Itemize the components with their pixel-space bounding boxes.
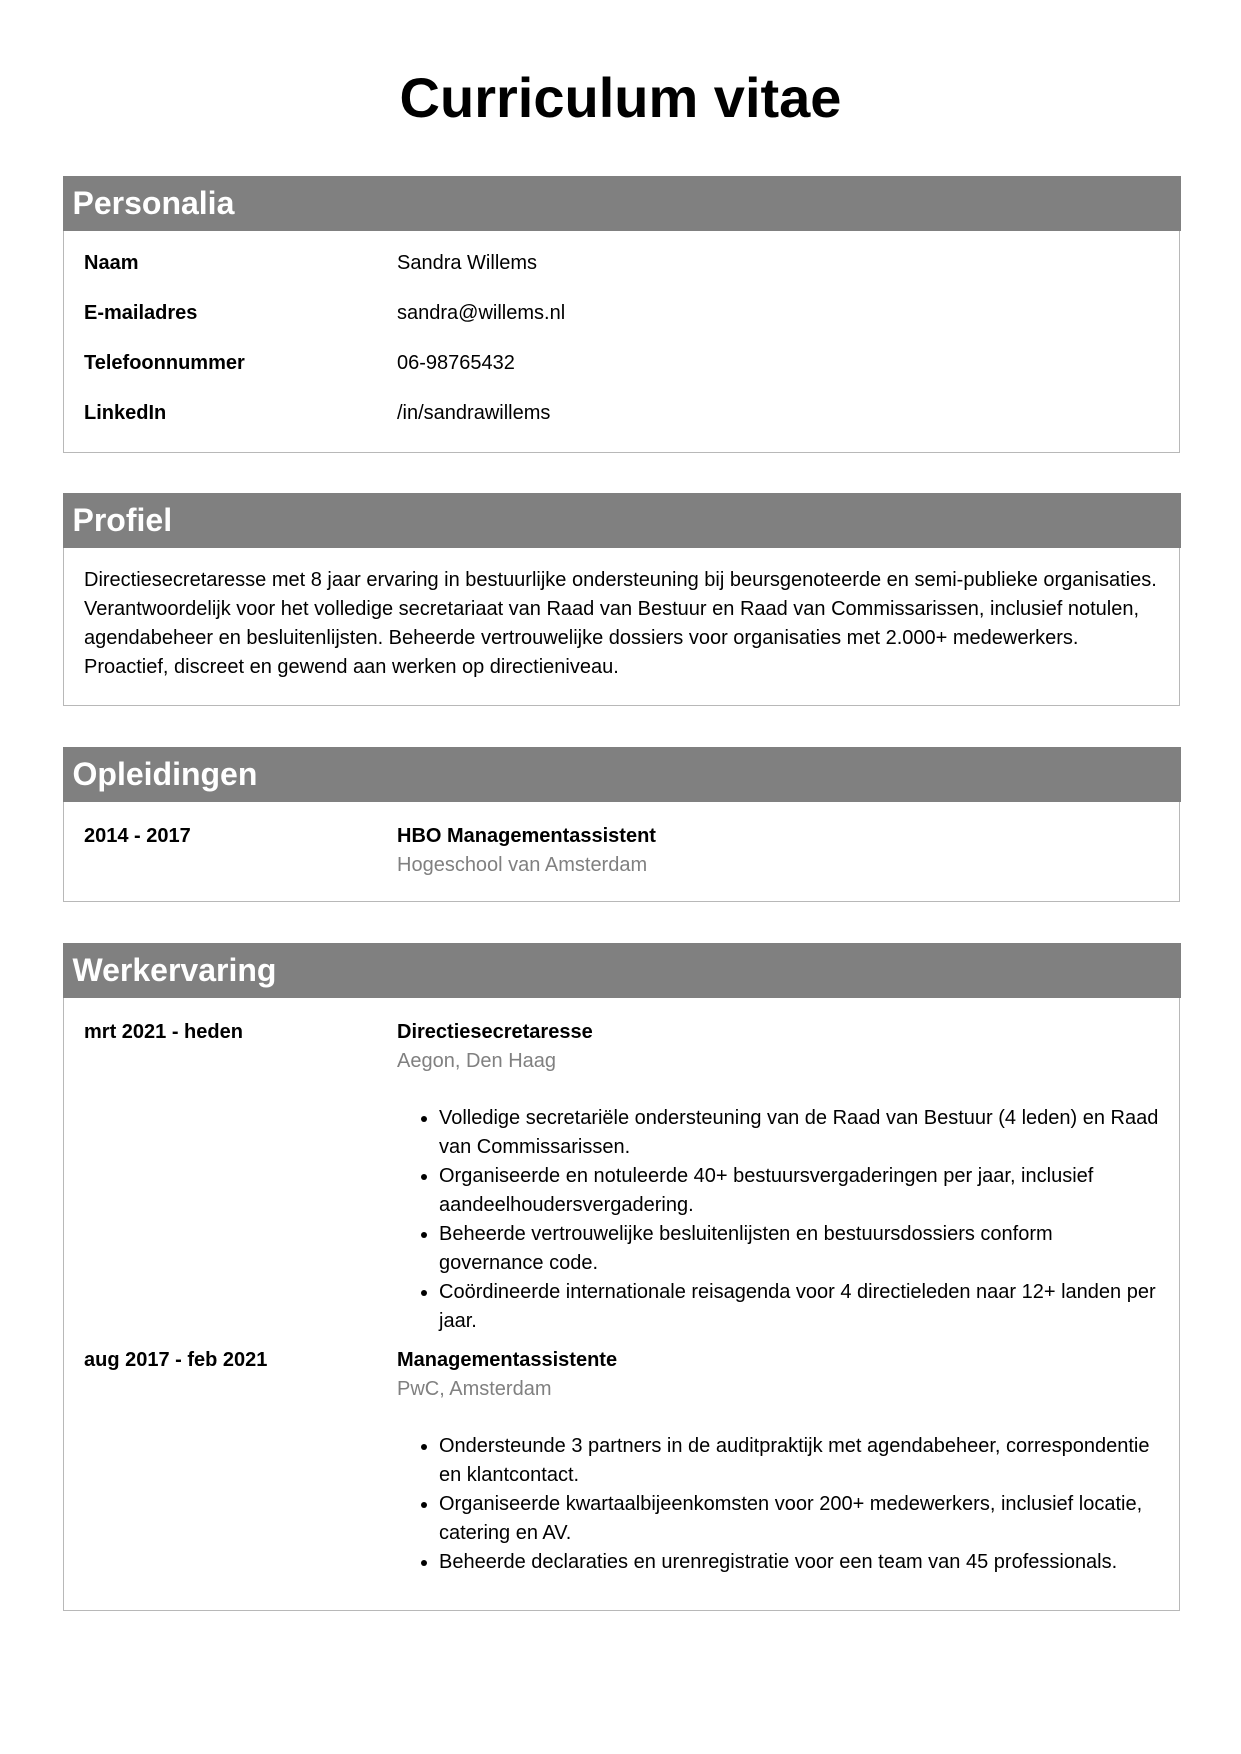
profiel-header: Profiel	[63, 493, 1181, 548]
werkervaring-section	[63, 943, 1180, 1611]
education-entry	[84, 822, 1159, 880]
job-bullets	[397, 1104, 1159, 1336]
personalia-row-linkedin	[84, 401, 1159, 451]
list-item: • Ondersteunde 3 partners in de auditpraktijk met agendabeheer, correspondentie en klantcontact.	[439, 1432, 1159, 1490]
opleidingen-header: Opleidingen	[63, 747, 1181, 802]
personalia-body	[64, 231, 1179, 471]
list-item: • Organiseerde kwartaalbijeenkomsten voor 200+ medewerkers, inclusief locatie, catering en AV.	[439, 1490, 1159, 1548]
profiel-section	[63, 493, 1180, 706]
job-title: Managementassistente	[397, 1348, 618, 1371]
job-entry	[84, 1346, 1159, 1577]
education-institution: Hogeschool van Amsterdam	[397, 853, 648, 876]
personalia-row-email	[84, 301, 1159, 351]
name-value: Sandra Willems	[397, 251, 538, 274]
list-item: • Beheerde vertrouwelijke besluitenlijsten en bestuursdossiers conform governance code.	[439, 1220, 1159, 1278]
email-value: sandra@willems.nl	[397, 301, 566, 324]
email-label: E-mailadres	[84, 301, 198, 324]
phone-label: Telefoonnummer	[84, 351, 245, 374]
job-title: Directiesecretaresse	[397, 1020, 593, 1043]
personalia-header: Personalia	[63, 176, 1181, 231]
list-item: • Organiseerde en notuleerde 40+ bestuursvergaderingen per jaar, inclusief aandeelhoudersvergadering.	[439, 1162, 1159, 1220]
job-entry	[84, 1018, 1159, 1336]
job-main	[397, 1346, 1159, 1577]
phone-value: 06-98765432	[397, 351, 515, 374]
personalia-row-name	[84, 251, 1159, 301]
education-main	[397, 822, 1159, 880]
linkedin-value: /in/sandrawillems	[397, 401, 551, 424]
job-company: Aegon, Den Haag	[397, 1049, 557, 1072]
opleidingen-body	[64, 802, 1179, 900]
list-item: • Volledige secretariële ondersteuning van de Raad van Bestuur (4 leden) en Raad van Commissarissen.	[439, 1104, 1159, 1162]
list-item: • Coördineerde internationale reisagenda voor 4 directieleden naar 12+ landen per jaar.	[439, 1278, 1159, 1336]
list-item: • Beheerde declaraties en urenregistratie voor een team van 45 professionals.	[439, 1548, 1159, 1577]
personalia-section	[63, 176, 1180, 453]
job-date: mrt 2021 - heden	[84, 1020, 243, 1043]
job-company: PwC, Amsterdam	[397, 1377, 552, 1400]
page-title: Curriculum vitae	[399, 66, 842, 129]
werkervaring-body	[64, 998, 1179, 1597]
linkedin-label: LinkedIn	[84, 401, 167, 424]
job-main	[397, 1018, 1159, 1336]
werkervaring-header: Werkervaring	[63, 943, 1181, 998]
personalia-row-phone	[84, 351, 1159, 401]
opleidingen-section	[63, 747, 1180, 902]
job-bullets	[397, 1432, 1159, 1577]
profiel-body	[64, 548, 1179, 702]
education-title: HBO Managementassistent	[397, 824, 656, 847]
name-label: Naam	[84, 251, 139, 274]
job-date: aug 2017 - feb 2021	[84, 1348, 268, 1371]
profile-text: Directiesecretaresse met 8 jaar ervaring in bestuurlijke ondersteuning bij beursgenoteerde en semi-publieke organisaties. Verantwoordelijk voor het volledige secretariaat van Raad van Bestuur en Raad van Commissarissen, inclusief notulen, agendabeheer en besluitenlijsten. Beheerde vertrouwelijke dossiers voor organisaties met 2.000+ medewerkers. Proactief, discreet en gewend aan werken op directieniveau.	[84, 568, 1157, 678]
education-date: 2014 - 2017	[84, 824, 191, 847]
